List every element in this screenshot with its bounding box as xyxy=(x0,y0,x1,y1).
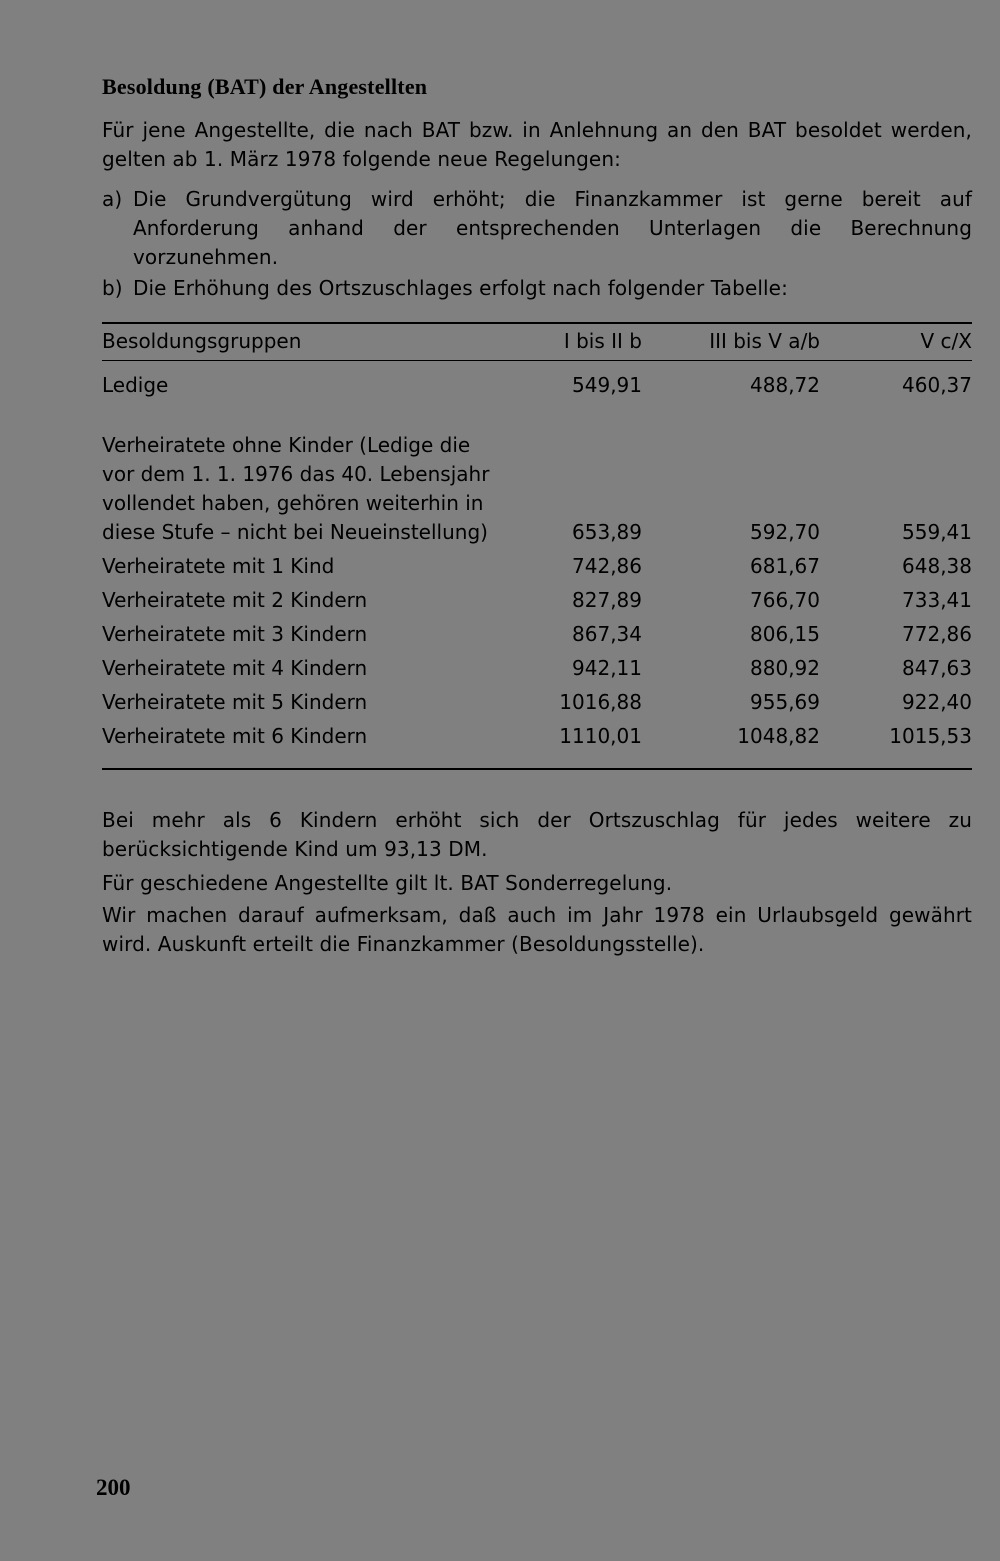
note-paragraph: Bei mehr als 6 Kindern erhöht sich der Ortszuschlag für jedes weitere zu berücksichtigende Kind um 93,13 DM. xyxy=(102,808,972,861)
header-col-1: I bis II b xyxy=(563,329,642,353)
row-value-col-3: 1015,53 xyxy=(889,724,972,748)
row-value-col-2: 955,69 xyxy=(750,690,820,714)
table-row xyxy=(102,370,972,404)
row-label: Verheiratete mit 1 Kind xyxy=(102,554,335,578)
table-top-rule xyxy=(102,322,972,324)
table-row xyxy=(102,551,972,585)
row-value-col-1: 942,11 xyxy=(572,656,642,680)
row-value-col-2: 766,70 xyxy=(750,588,820,612)
table-row xyxy=(102,404,972,551)
list-text-a: Die Grundvergütung wird erhöht; die Finanzkammer ist gerne bereit auf Anforderung anhand der entsprechenden Unterlagen die Berechnung vorzunehmen. xyxy=(133,187,972,269)
ortszuschlag-table xyxy=(102,326,972,766)
table-header-rule xyxy=(102,360,972,361)
row-value-col-1: 827,89 xyxy=(572,588,642,612)
row-label: Verheiratete mit 5 Kindern xyxy=(102,690,368,714)
row-value-col-1: 549,91 xyxy=(572,373,642,397)
page-number: 200 xyxy=(96,1475,131,1500)
row-value-col-3: 922,40 xyxy=(902,690,972,714)
row-value-col-3: 648,38 xyxy=(902,554,972,578)
list-item-b xyxy=(102,274,972,303)
list-marker-b: b) xyxy=(102,276,123,300)
list-item-a xyxy=(102,185,972,272)
row-label: Verheiratete mit 4 Kindern xyxy=(102,656,368,680)
table-row xyxy=(102,585,972,619)
row-label: Verheiratete mit 2 Kindern xyxy=(102,588,368,612)
row-value-col-3: 847,63 xyxy=(902,656,972,680)
table-row xyxy=(102,619,972,653)
row-value-col-1: 867,34 xyxy=(572,622,642,646)
row-value-col-2: 880,92 xyxy=(750,656,820,680)
header-col-2: III bis V a/b xyxy=(709,329,820,353)
row-value-col-3: 460,37 xyxy=(902,373,972,397)
section-heading: Besoldung (BAT) der Angestellten xyxy=(102,74,428,99)
table-row xyxy=(102,687,972,721)
row-value-col-2: 1048,82 xyxy=(737,724,820,748)
row-label: Verheiratete mit 3 Kindern xyxy=(102,622,368,646)
row-value-col-3: 772,86 xyxy=(902,622,972,646)
list-text-b: Die Erhöhung des Ortszuschlages erfolgt nach folgender Tabelle: xyxy=(133,276,788,300)
row-value-col-1: 1110,01 xyxy=(559,724,642,748)
intro-paragraph: Für jene Angestellte, die nach BAT bzw. in Anlehnung an den BAT besoldet werden, gelten ab 1. März 1978 folgende neue Regelungen: xyxy=(102,118,972,171)
row-value-col-3: 559,41 xyxy=(902,520,972,544)
row-value-col-2: 806,15 xyxy=(750,622,820,646)
header-besoldungsgruppen: Besoldungsgruppen xyxy=(102,329,302,353)
header-col-3: V c/X xyxy=(920,329,972,353)
row-value-col-2: 681,67 xyxy=(750,554,820,578)
row-value-col-3: 733,41 xyxy=(902,588,972,612)
table-bottom-rule xyxy=(102,768,972,770)
row-value-col-1: 653,89 xyxy=(572,520,642,544)
list-marker-a: a) xyxy=(102,187,123,211)
row-value-col-2: 488,72 xyxy=(750,373,820,397)
table-row xyxy=(102,721,972,755)
row-value-col-1: 1016,88 xyxy=(559,690,642,714)
note-paragraph: Wir machen darauf aufmerksam, daß auch im Jahr 1978 ein Urlaubsgeld gewährt wird. Auskunft erteilt die Finanzkammer (Besoldungsstelle). xyxy=(102,903,972,956)
row-value-col-2: 592,70 xyxy=(750,520,820,544)
row-label: Ledige xyxy=(102,373,169,397)
table-row xyxy=(102,653,972,687)
table-header-row xyxy=(102,326,972,360)
row-label: Verheiratete mit 6 Kindern xyxy=(102,724,368,748)
row-label: Verheiratete ohne Kinder (Ledige die vor dem 1. 1. 1976 das 40. Lebensjahr vollendet haben, gehören weiterhin in diese Stufe – nicht bei Neueinstellung) xyxy=(102,433,490,544)
row-value-col-1: 742,86 xyxy=(572,554,642,578)
note-paragraph: Für geschiedene Angestellte gilt lt. BAT Sonderregelung. xyxy=(102,871,673,895)
